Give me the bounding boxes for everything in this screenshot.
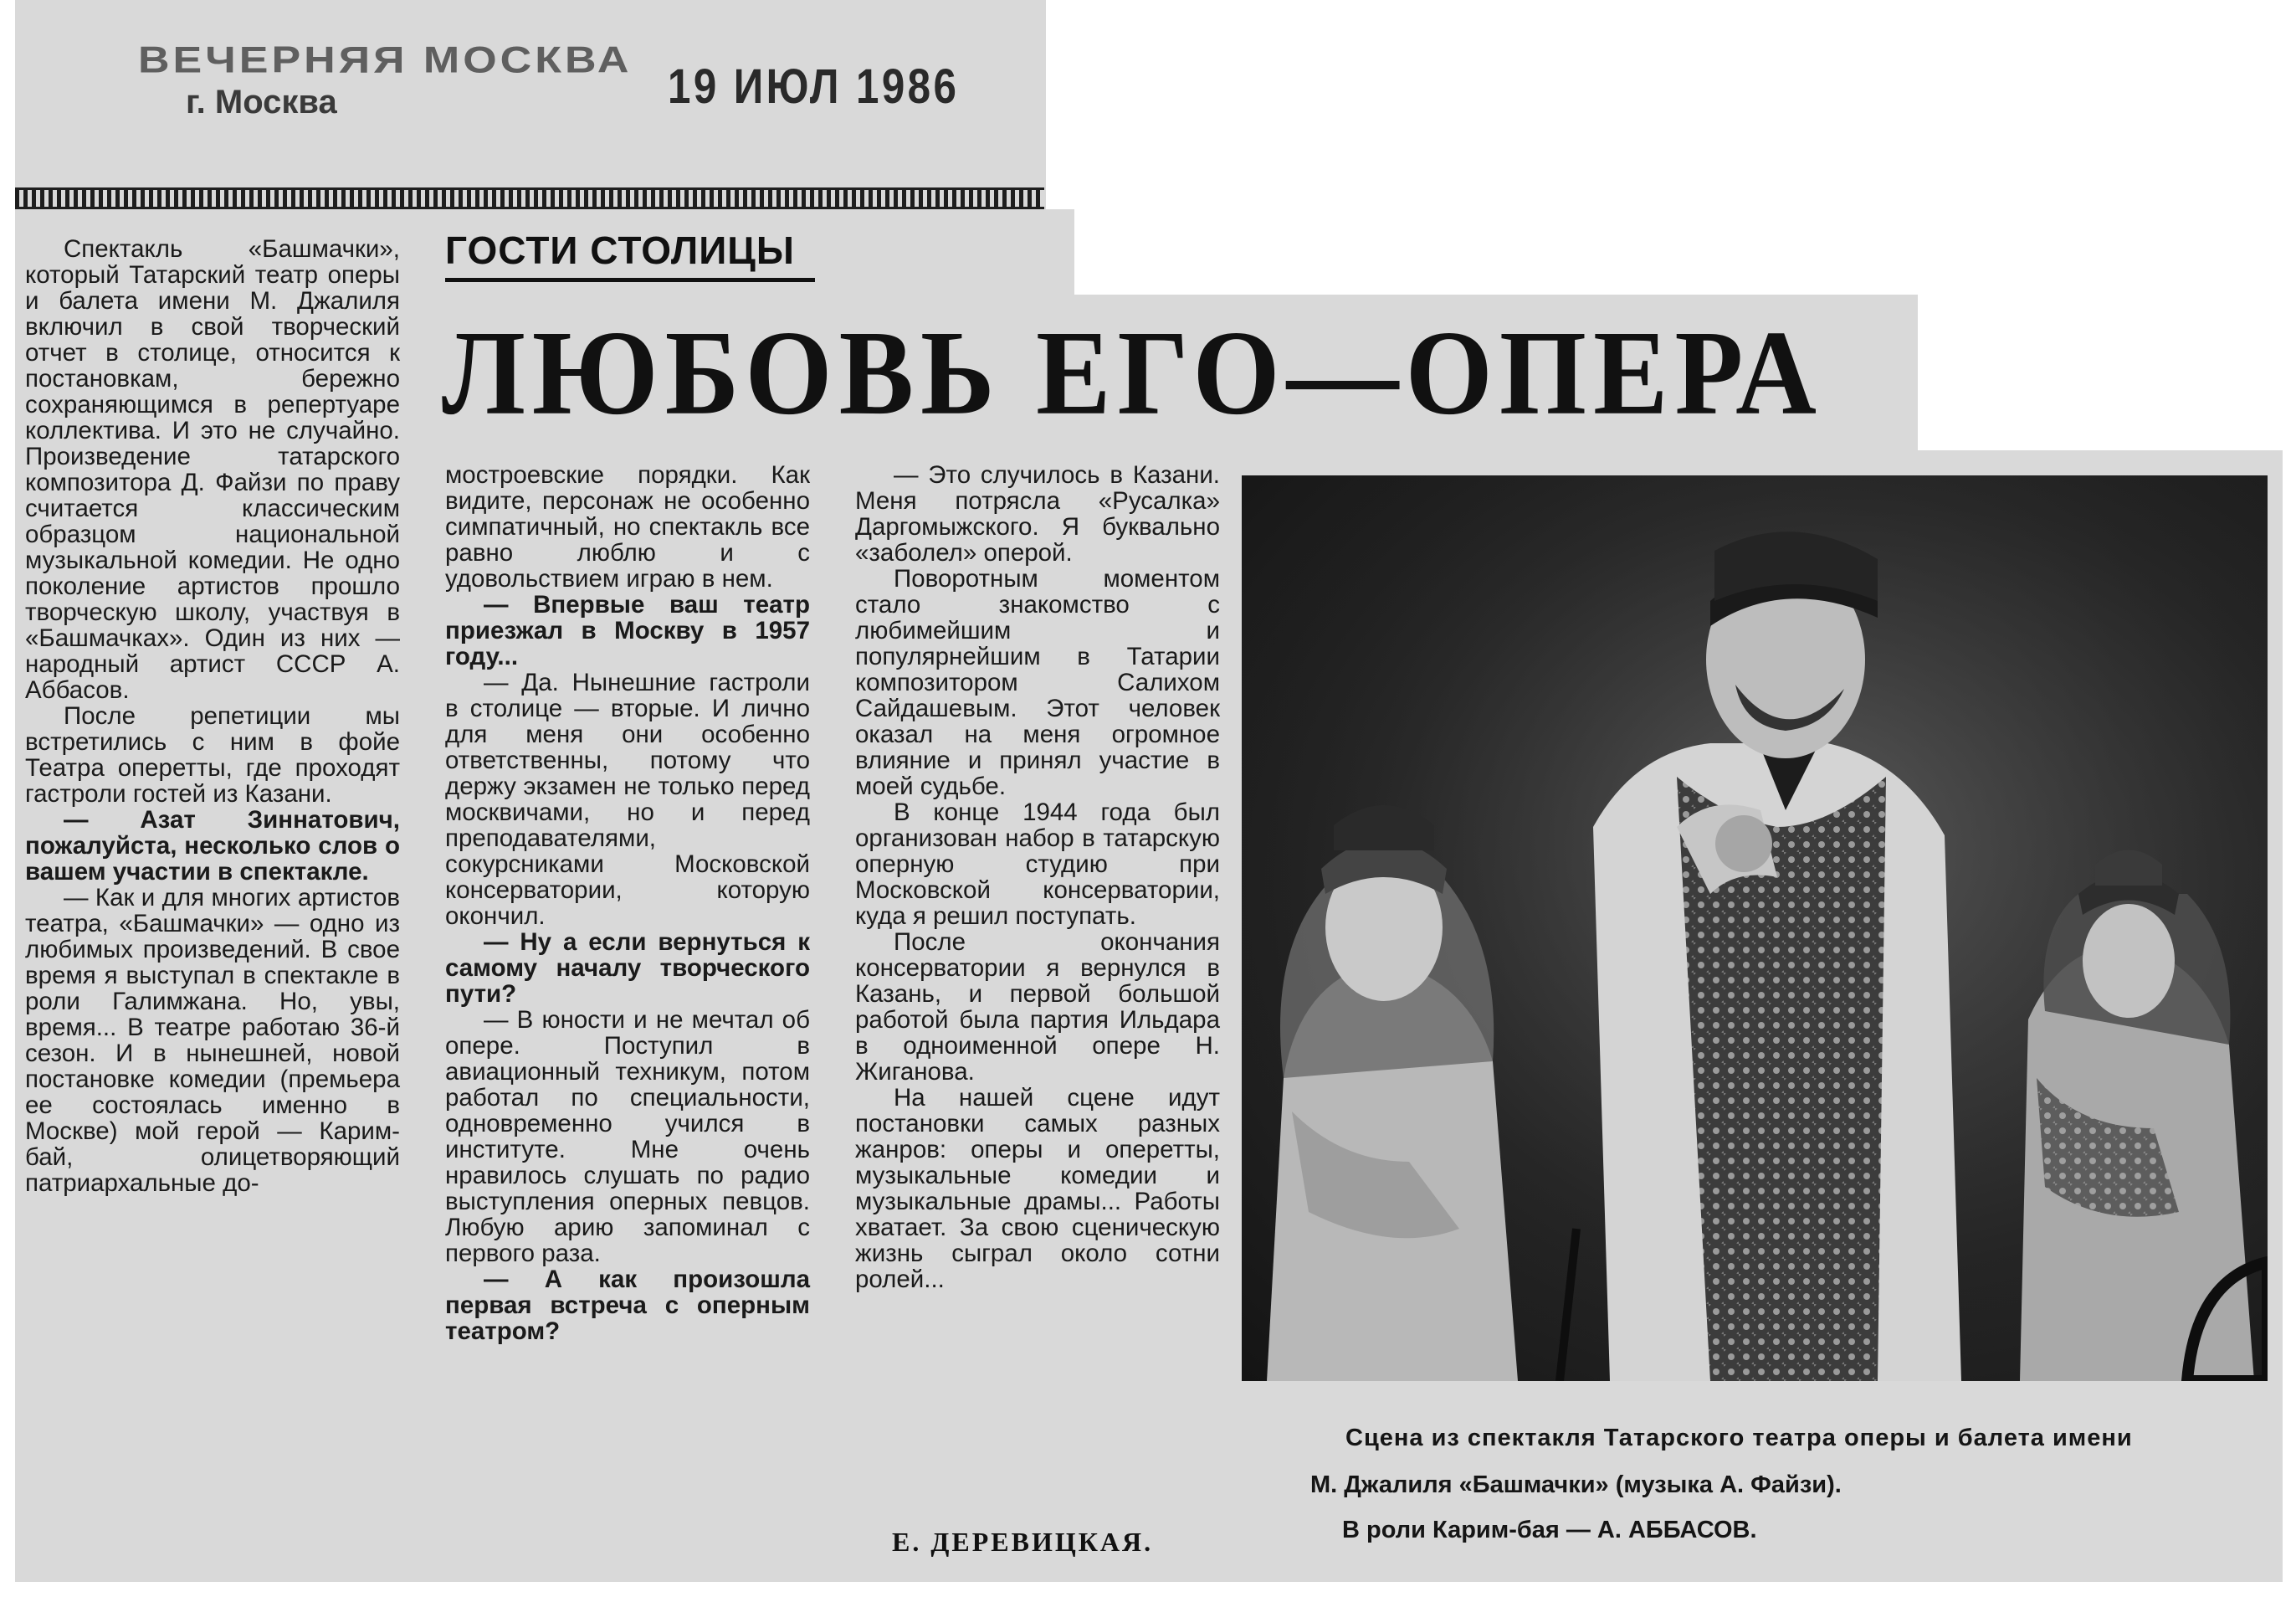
interview-question: — Ну а если вернуться к самому началу творческого пути?	[445, 928, 810, 1008]
header-divider-rule	[15, 187, 1044, 209]
paragraph: На нашей сцене идут постановки самых разных жанров: оперы и оперетты, музыкальные комедии и музыкальные драмы... Работы хватает. За свою сценическую жизнь сыграл около сотни ролей...	[855, 1084, 1220, 1293]
section-rubric: ГОСТИ СТОЛИЦЫ	[445, 228, 795, 272]
paragraph: Спектакль «Башмачки», который Татарский театр оперы и балета имени М. Джалиля включил в свой творческий отчет в столице, относится к постановкам, бережно сохраняющимся в репертуаре коллектива. И это не случайно. Произведение татарского композитора Д. Файзи по праву считается классическим образцом национальной музыкальной комедии. Не одно поколение артистов прошло творческую школу, участвуя в «Башмачках». Один из них — народный артист СССР А. Аббасов.	[25, 235, 400, 704]
interview-question: — А как произошла первая встреча с оперным театром?	[445, 1266, 810, 1345]
paragraph: После окончания консерватории я вернулся в Казань, и первой большой работой была партия Ильдара в одноименной опере Н. Жиганова.	[855, 928, 1220, 1086]
stage-photo	[1242, 475, 2268, 1381]
paragraph: мостроевские порядки. Как видите, персонаж не особенно симпатичный, но спектакль все равно люблю и с удовольствием играю в нем.	[445, 461, 810, 593]
author-signature: Е. ДЕРЕВИЦКАЯ.	[892, 1527, 1154, 1557]
newspaper-stamp: ВЕЧЕРНЯЯ МОСКВА	[138, 39, 633, 81]
paragraph: — В юности и не мечтал об опере. Поступил в авиационный техникум, потом работал по специальности, одновременно учился в институте. Мне очень нравилось слушать по радио выступления оперных певцов. Любую арию запоминал с первого раза.	[445, 1006, 810, 1267]
article-headline: ЛЮБОВЬ ЕГО—ОПЕРА	[442, 306, 1823, 440]
article-column-1	[25, 236, 400, 1196]
rubric-underline	[445, 278, 815, 282]
article-column-2	[445, 462, 810, 1344]
date-stamp: 19 ИЮЛ 1986	[668, 59, 960, 114]
photo-caption-line-3: В роли Карим-бая — А. АББАСОВ.	[1342, 1517, 1757, 1543]
paragraph: В конце 1944 года был организован набор в татарскую оперную студию при Московской консерватории, куда я решил поступать.	[855, 798, 1220, 930]
paragraph: После репетиции мы встретились с ним в фойе Театра оперетты, где проходят гастроли гостей из Казани.	[25, 702, 400, 808]
interview-question: — Впервые ваш театр приезжал в Москву в 1957 году...	[445, 591, 810, 670]
paragraph: — Как и для многих артистов театра, «Башмачки» — одно из любимых произведений. В свое время я выступал в спектакле в роли Галимжана. Но, увы, время... В театре работаю 36-й сезон. И в нынешней, новой постановке комедии (премьера ее состоялась именно в Москве) мой герой — Карим-бай, олицетворяющий патриархальные до-	[25, 884, 400, 1197]
paragraph: Поворотным моментом стало знакомство с любимейшим и популярнейшим в Татарии композитором Салихом Сайдашевым. Этот человек оказал на меня огромное влияние и принял участие в моей судьбе.	[855, 565, 1220, 800]
article-column-3	[855, 462, 1220, 1292]
paragraph: — Да. Нынешние гастроли в столице — вторые. И лично для меня они особенно ответственны, потому что держу экзамен не только перед москвичами, но и перед преподавателями, сокурсниками Московской консерватории, которую окончил.	[445, 669, 810, 930]
photo-caption-line-1: Сцена из спектакля Татарского театра оперы и балета имени	[1345, 1425, 2133, 1451]
photo-caption-line-2: М. Джалиля «Башмачки» (музыка А. Файзи).	[1310, 1471, 1842, 1498]
city-stamp: г. Москва	[186, 84, 337, 121]
interview-question: — Азат Зиннатович, пожалуйста, несколько слов о вашем участии в спектакле.	[25, 806, 400, 886]
stage-scene-illustration	[1242, 475, 2268, 1381]
paragraph: — Это случилось в Казани. Меня потрясла «Русалка» Даргомыжского. Я буквально «заболел» оперой.	[855, 461, 1220, 567]
